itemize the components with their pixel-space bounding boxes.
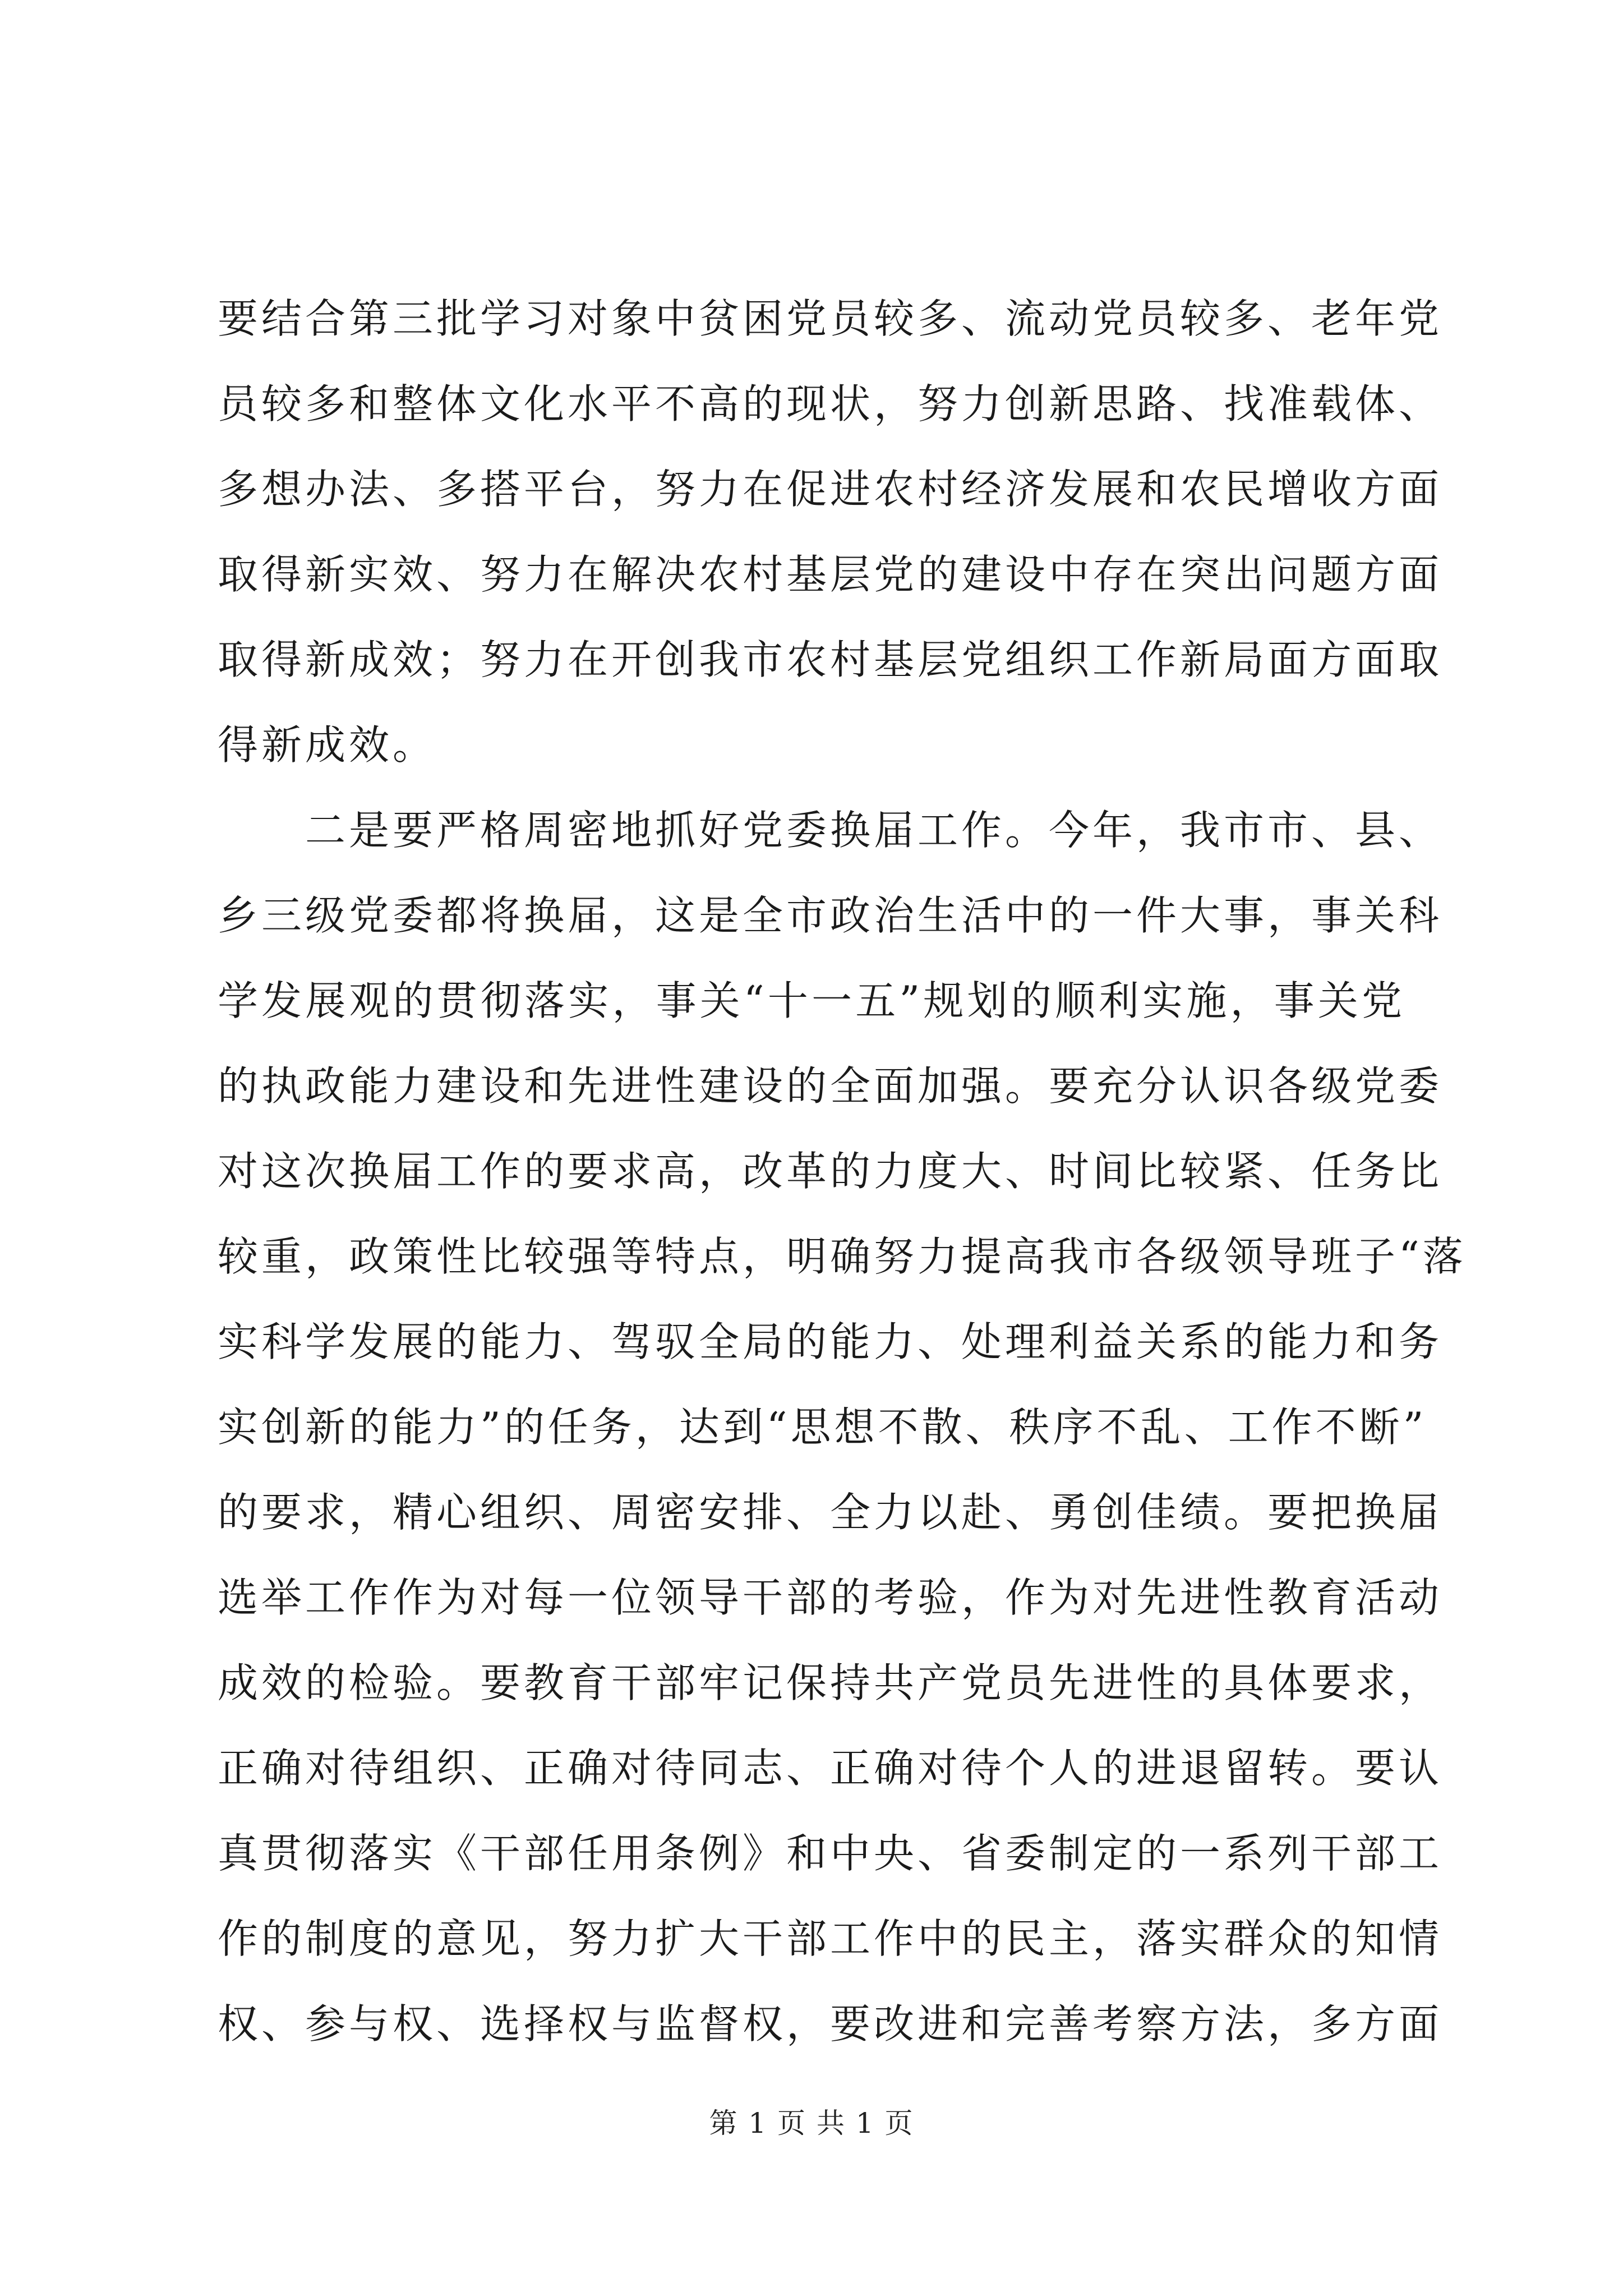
page-number-label: 第 1 页 共 1 页 <box>709 2107 914 2139</box>
text-line: 取得新实效、努力在解决农村基层党的建设中存在突出问题方面 <box>218 551 1443 598</box>
text-line: 实创新的能力”的任务，达到“思想不散、秩序不乱、工作不断” <box>218 1404 1427 1451</box>
text-line: 乡三级党委都将换届，这是全市政治生活中的一件大事，事关科 <box>218 892 1443 939</box>
text-line: 的执政能力建设和先进性建设的全面加强。要充分认识各级党委 <box>218 1062 1443 1110</box>
text-line: 真贯彻落实《干部任用条例》和中央、省委制定的一系列干部工 <box>218 1830 1443 1877</box>
text-line: 取得新成效；努力在开创我市农村基层党组织工作新局面方面取 <box>218 636 1443 683</box>
text-line: 选举工作作为对每一位领导干部的考验，作为对先进性教育活动 <box>218 1574 1443 1621</box>
text-line: 正确对待组织、正确对待同志、正确对待个人的进退留转。要认 <box>218 1745 1443 1792</box>
text-line: 实科学发展的能力、驾驭全局的能力、处理利益关系的能力和务 <box>218 1318 1443 1365</box>
text-line: 多想办法、多搭平台，努力在促进农村经济发展和农民增收方面 <box>218 466 1443 513</box>
page-footer <box>0 2106 1623 2140</box>
text-line: 得新成效。 <box>218 721 437 769</box>
text-line: 成效的检验。要教育干部牢记保持共产党员先进性的具体要求， <box>218 1659 1443 1706</box>
text-line: 学发展观的贯彻落实，事关“十一五”规划的顺利实施，事关党 <box>218 977 1405 1024</box>
body-text <box>218 276 1467 2067</box>
text-line: 二是要严格周密地抓好党委换届工作。今年，我市市、县、 <box>218 807 1443 854</box>
text-line: 员较多和整体文化水平不高的现状，努力创新思路、找准载体、 <box>218 380 1443 427</box>
text-line: 权、参与权、选择权与监督权，要改进和完善考察方法，多方面 <box>218 2000 1443 2047</box>
text-line: 要结合第三批学习对象中贫困党员较多、流动党员较多、老年党 <box>218 295 1443 342</box>
text-line: 的要求，精心组织、周密安排、全力以赴、勇创佳绩。要把换届 <box>218 1489 1443 1536</box>
text-line: 作的制度的意见，努力扩大干部工作中的民主，落实群众的知情 <box>218 1915 1443 1962</box>
text-line: 对这次换届工作的要求高，改革的力度大、时间比较紧、任务比 <box>218 1148 1443 1195</box>
text-line: 较重，政策性比较强等特点，明确努力提高我市各级领导班子“落 <box>218 1233 1467 1280</box>
